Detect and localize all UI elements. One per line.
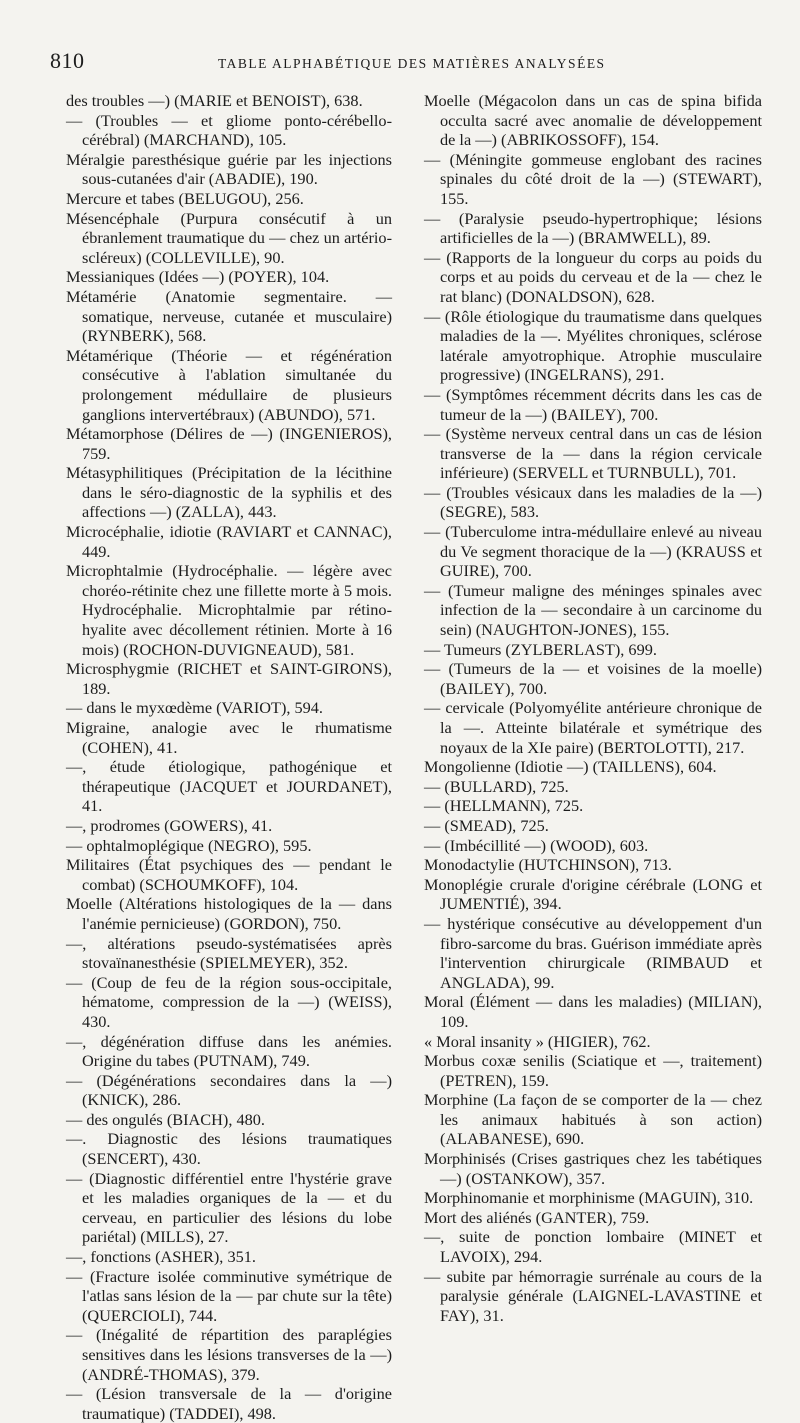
index-entry: Microcéphalie, idiotie (RAVIART et CANNAC), 449. bbox=[66, 522, 392, 561]
index-entry: — cervicale (Polyomyélite antérieure chronique de la —. Atteinte bilatérale et symétrique des noyaux de la XIe paire) (BERTOLOTTI), 217. bbox=[424, 698, 762, 757]
index-entry: Mongolienne (Idiotie —) (TAILLENS), 604. bbox=[424, 757, 717, 777]
page-number: 810 bbox=[50, 48, 85, 73]
index-entry: — (Diagnostic différentiel entre l'hystérie grave et les maladies organiques de la — et du cerveau, en particulier des lésions du lobe pariétal) (MILLS), 27. bbox=[66, 1168, 392, 1247]
index-entry: — hystérique consécutive au développement d'un fibro-sarcome du bras. Guérison immédiate après l'intervention chirurgicale (RIMBAUD et ANGLADA), 99. bbox=[424, 913, 762, 992]
index-entry: —, altérations pseudo-systématisées après stovaïnanesthésie (SPIELMEYER), 352. bbox=[66, 933, 392, 973]
index-entry: Messianiques (Idées —) (POYER), 104. bbox=[66, 267, 330, 287]
index-entry: — (Dégénérations secondaires dans la —) (KNICK), 286. bbox=[66, 1070, 392, 1110]
index-entry: Métasyphilitiques (Précipitation de la lécithine dans le séro-diagnostic de la syphilis et des affections —) (ZALLA), 443. bbox=[66, 463, 392, 522]
index-entry: —, prodromes (GOWERS), 41. bbox=[66, 815, 273, 835]
index-entry: des troubles —) (MARIE et BENOIST), 638. bbox=[66, 91, 363, 110]
index-entry: — ophtalmoplégique (NEGRO), 595. bbox=[66, 835, 312, 855]
index-entry: Morphine (La façon de se comporter de la — chez les animaux habitués à son action) (ALABANESE), 690. bbox=[424, 1090, 762, 1149]
index-entry: —, dégénération diffuse dans les anémies. Origine du tabes (PUTNAM), 749. bbox=[66, 1031, 392, 1071]
index-entry: — (Troubles — et gliome ponto-cérébello-cérébral) (MARCHAND), 105. bbox=[66, 110, 392, 150]
index-entry: — (Rapports de la longueur du corps au poids du corps et au poids du cerveau et de la — chez le rat blanc) (DONALDSON), 628. bbox=[424, 247, 762, 306]
index-entry: Moelle (Altérations histologiques de la — dans l'anémie pernicieuse) (GORDON), 750. bbox=[66, 894, 392, 933]
index-entry: Métamérique (Théorie — et régénération consécutive à l'ablation simultanée du prolongement médullaire de plusieurs ganglions intervertébraux) (ABUNDO), 571. bbox=[66, 345, 392, 424]
index-entry: — (Imbécillité —) (WOOD), 603. bbox=[424, 835, 649, 855]
index-entry: — (Coup de feu de la région sous-occipitale, hématome, compression de la —) (WEISS), 430. bbox=[66, 972, 392, 1031]
index-entry: Morbus coxæ senilis (Sciatique et —, traitement) (PETREN), 159. bbox=[424, 1051, 762, 1090]
index-entry: Mort des aliénés (GANTER), 759. bbox=[424, 1207, 650, 1227]
index-entry: — (Tumeurs de la — et voisines de la moelle) (BAILEY), 700. bbox=[424, 659, 762, 698]
index-entry: — (Troubles vésicaux dans les maladies de la —) (SEGRE), 583. bbox=[424, 482, 762, 522]
index-entry: —, fonctions (ASHER), 351. bbox=[66, 1247, 256, 1267]
index-entry: Métamorphose (Délires de —) (INGENIEROS), 759. bbox=[66, 424, 392, 463]
index-entry: Monoplégie crurale d'origine cérébrale (LONG et JUMENTIÉ), 394. bbox=[424, 874, 762, 914]
index-entry: — (Méningite gommeuse englobant des racines spinales du côté droit de la —) (STEWART), 155. bbox=[424, 149, 762, 208]
index-entry: Moelle (Mégacolon dans un cas de spina bifida occulta sacré avec anomalie de développement de la —) (ABRIKOSSOFF), 154. bbox=[424, 91, 762, 150]
index-entry: Morphinomanie et morphinisme (MAGUIN), 310. bbox=[424, 1188, 754, 1208]
index-entry: Microphtalmie (Hydrocéphalie. — légère avec choréo-rétinite chez une fillette morte à 5 mois. Hydrocéphalie. Microphtalmie par rétino-hyalite avec décollement rétinien. Morte à 16 mois) (ROCHON-DUVIGNEAUD), 581. bbox=[66, 561, 392, 659]
index-entry: — Tumeurs (ZYLBERLAST), 699. bbox=[424, 639, 657, 659]
page-header bbox=[50, 42, 760, 82]
index-entry: Moral (Élément — dans les maladies) (MILIAN), 109. bbox=[424, 992, 762, 1031]
running-title: TABLE ALPHABÉTIQUE DES MATIÈRES ANALYSÉES bbox=[218, 56, 606, 71]
index-entry: Mercure et tabes (BELUGOU), 256. bbox=[66, 188, 304, 208]
index-entry: Morphinisés (Crises gastriques chez les tabétiques —) (OSTANKOW), 357. bbox=[424, 1149, 762, 1188]
index-entry: — (Tumeur maligne des méninges spinales avec infection de la — secondaire à un carcinome du sein) (NAUGHTON-JONES), 155. bbox=[424, 580, 762, 640]
left-column bbox=[66, 91, 392, 1423]
index-entry: — (Rôle étiologique du traumatisme dans quelques maladies de la —. Myélites chroniques, sclérose latérale amyotrophique. Atrophie musculaire progressive) (INGELRANS), 291. bbox=[424, 306, 762, 385]
index-entry: — (Lésion transversale de la — d'origine traumatique) (TADDEI), 498. bbox=[66, 1384, 392, 1423]
index-entry: —, étude étiologique, pathogénique et thérapeutique (JACQUET et JOURDANET), 41. bbox=[66, 757, 392, 816]
index-entry: — (HELLMANN), 725. bbox=[424, 796, 584, 816]
index-entry: — (Inégalité de répartition des paraplégies sensitives dans les lésions transverses de la —) (ANDRÉ-THOMAS), 379. bbox=[66, 1325, 392, 1384]
right-column bbox=[424, 91, 762, 1325]
index-entry: — dans le myxœdème (VARIOT), 594. bbox=[66, 698, 323, 718]
index-entry: — (Fracture isolée comminutive symétrique de l'atlas sans lésion de la — par chute sur la tête) (QUERCIOLI), 744. bbox=[66, 1266, 392, 1325]
index-entry: Méralgie paresthésique guérie par les injections sous-cutanées d'air (ABADIE), 190. bbox=[66, 149, 392, 189]
index-entry: —, suite de ponction lombaire (MINET et LAVOIX), 294. bbox=[424, 1227, 762, 1267]
index-entry: Microsphygmie (RICHET et SAINT-GIRONS), 189. bbox=[66, 659, 392, 698]
index-entry: Métamérie (Anatomie segmentaire. — somatique, nerveuse, cutanée et musculaire) (RYNBERK), 568. bbox=[66, 286, 392, 346]
index-entry: « Moral insanity » (HIGIER), 762. bbox=[424, 1031, 651, 1051]
index-entry: Militaires (État psychiques des — pendant le combat) (SCHOUMKOFF), 104. bbox=[66, 855, 392, 894]
index-entry: — (Tuberculome intra-médullaire enlevé au niveau du Ve segment thoracique de la —) (KRAUSS et GUIRE), 700. bbox=[424, 522, 762, 581]
index-entry: — (SMEAD), 725. bbox=[424, 815, 549, 835]
index-entry: — (Paralysie pseudo-hypertrophique; lésions artificielles de la —) (BRAMWELL), 89. bbox=[424, 208, 762, 248]
index-entry: — (Système nerveux central dans un cas de lésion transverse de la — dans la région cervicale inférieure) (SERVELL et TURNBULL), 701. bbox=[424, 424, 762, 483]
index-entry: — subite par hémorragie surrénale au cours de la paralysie générale (LAIGNEL-LAVASTINE et FAY), 31. bbox=[424, 1266, 762, 1325]
index-entry: Mésencéphale (Purpura consécutif à un ébranlement traumatique du — chez un artério-scléreux) (COLLEVILLE), 90. bbox=[66, 208, 392, 267]
index-entry: Monodactylie (HUTCHINSON), 713. bbox=[424, 855, 672, 875]
index-entry: — (BULLARD), 725. bbox=[424, 776, 569, 796]
index-entry: — (Symptômes récemment décrits dans les cas de tumeur de la —) (BAILEY), 700. bbox=[424, 384, 762, 424]
index-entry: Migraine, analogie avec le rhumatisme (COHEN), 41. bbox=[66, 718, 392, 757]
index-entry: —. Diagnostic des lésions traumatiques (SENCERT), 430. bbox=[66, 1129, 392, 1169]
index-entry: — des ongulés (BIACH), 480. bbox=[66, 1109, 265, 1129]
